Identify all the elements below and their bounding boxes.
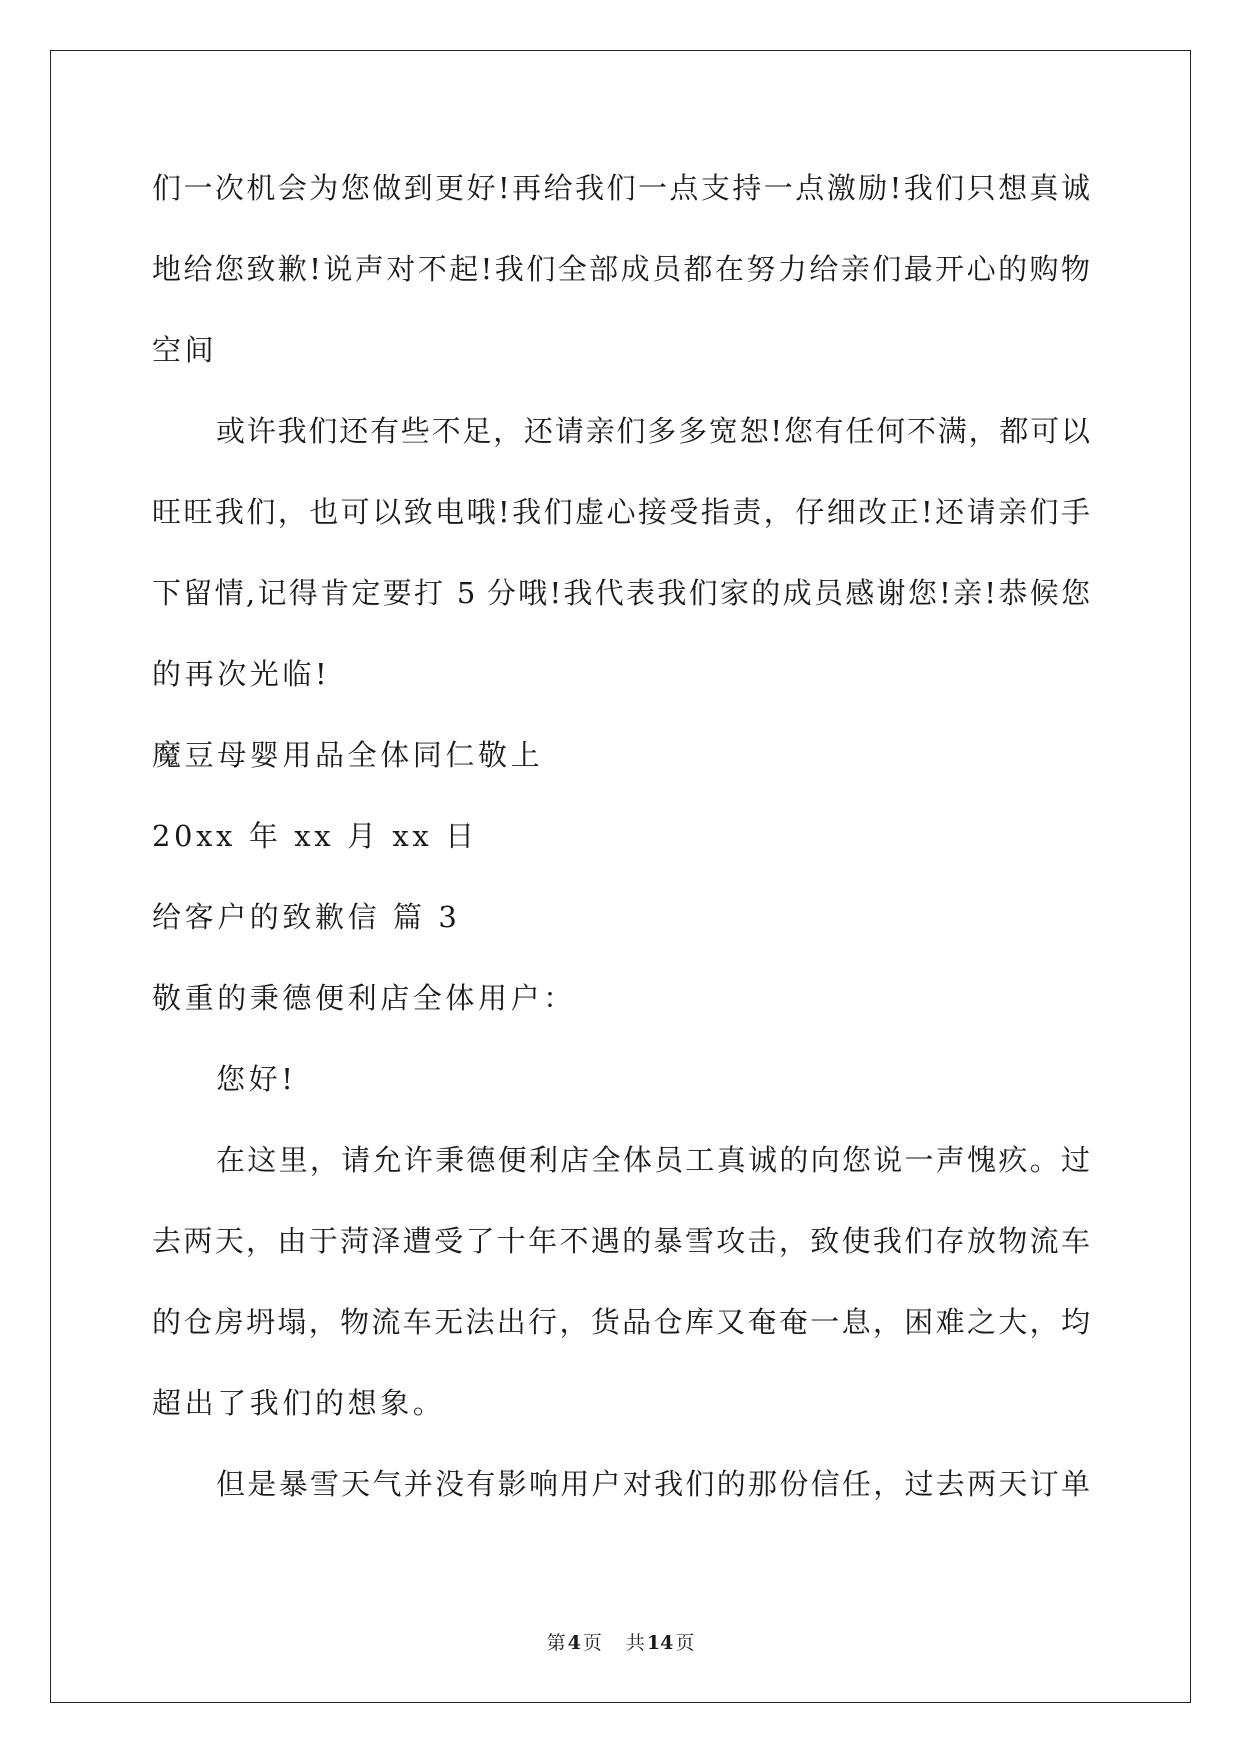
total-prefix: 共 [625, 1632, 645, 1654]
body-line: 超出了我们的想象。 [152, 1386, 446, 1420]
greeting-line: 您好! [216, 1062, 297, 1096]
body-line: 旺旺我们，也可以致电哦!我们虚心接受指责，仔细改正!还请亲们手 [152, 495, 1090, 529]
body-line: 的仓房坍塌，物流车无法出行，货品仓库又奄奄一息，困难之大，均 [152, 1305, 1090, 1339]
body-line: 下留情,记得肯定要打 5 分哦!我代表我们家的成员感谢您!亲!恭候您 [152, 576, 1090, 610]
body-line: 空间 [152, 333, 218, 367]
document-body [152, 158, 1090, 1535]
body-line: 们一次机会为您做到更好!再给我们一点支持一点激励!我们只想真诚 [152, 171, 1090, 205]
body-line: 在这里，请允许秉德便利店全体员工真诚的向您说一声愧疚。过 [216, 1143, 1090, 1177]
salutation-line: 敬重的秉德便利店全体用户： [152, 981, 576, 1015]
current-page-number: 4 [567, 1632, 581, 1654]
total-suffix: 页 [675, 1632, 695, 1654]
total-pages-number: 14 [646, 1632, 674, 1654]
body-line: 地给您致歉!说声对不起!我们全部成员都在努力给亲们最开心的购物 [152, 252, 1090, 286]
page-footer [0, 1628, 1241, 1655]
date-line: 20xx 年 xx 月 xx 日 [152, 819, 478, 853]
page-suffix: 页 [582, 1632, 602, 1654]
signature-line: 魔豆母婴用品全体同仁敬上 [152, 738, 544, 772]
page-prefix: 第 [546, 1632, 566, 1654]
body-line: 或许我们还有些不足，还请亲们多多宽恕!您有任何不满，都可以 [216, 414, 1090, 448]
body-line: 但是暴雪天气并没有影响用户对我们的那份信任，过去两天订单 [216, 1467, 1090, 1501]
body-line: 去两天，由于菏泽遭受了十年不遇的暴雪攻击，致使我们存放物流车 [152, 1224, 1090, 1258]
body-line: 的再次光临! [152, 657, 331, 691]
section-heading: 给客户的致歉信 篇 3 [152, 900, 461, 934]
